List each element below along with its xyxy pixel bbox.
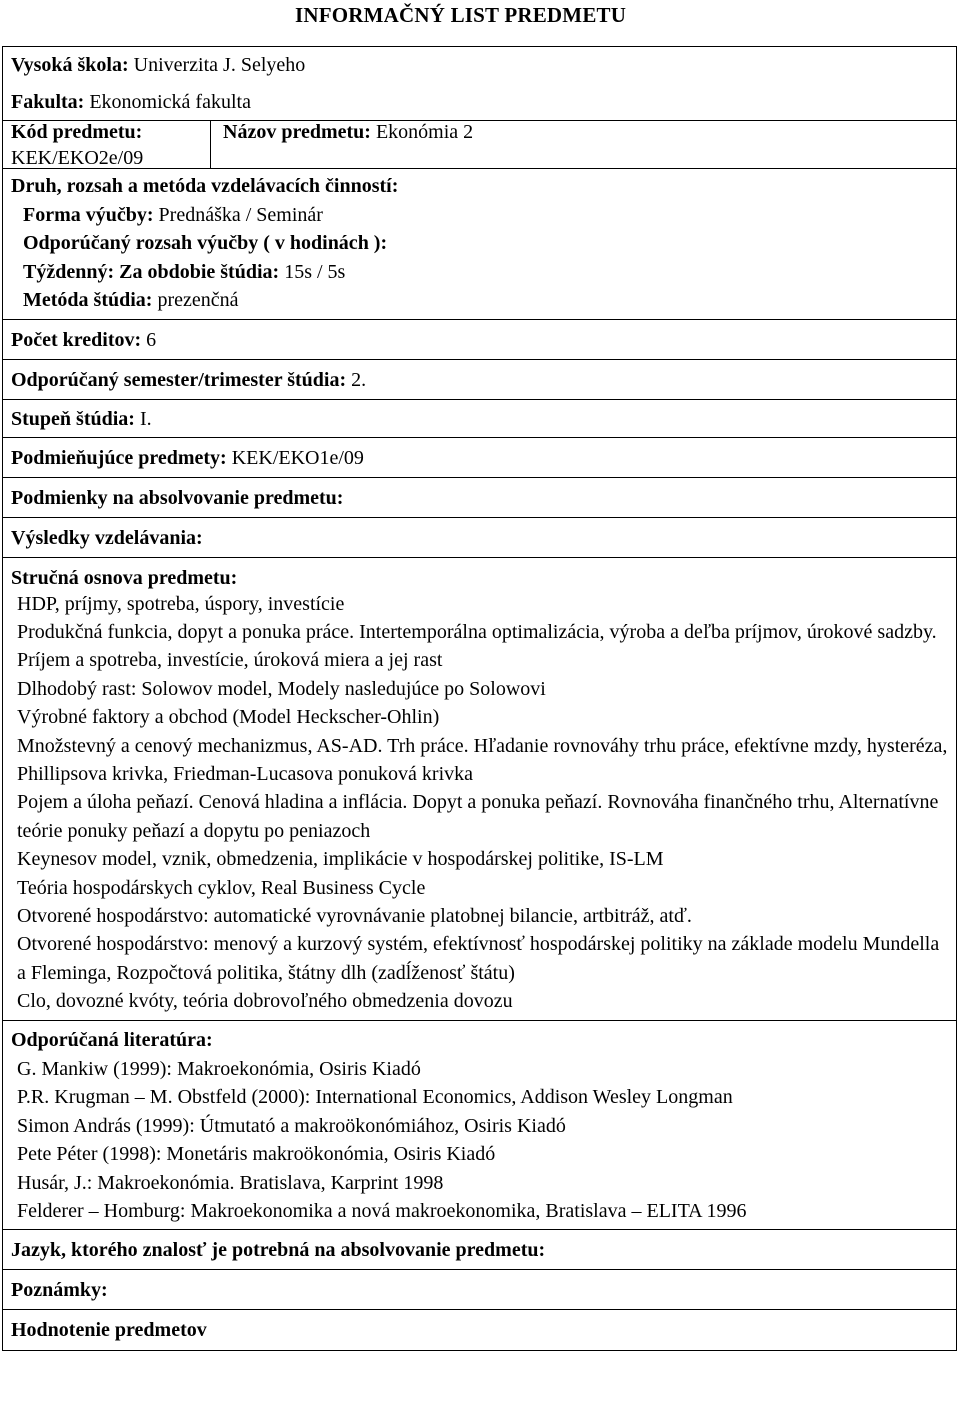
literature-item: Felderer – Homburg: Makroekonomika a nová makroekonomika, Bratislava – ELITA 1996 xyxy=(17,1200,747,1223)
faculty-label: Fakulta: xyxy=(11,91,85,113)
literature-section xyxy=(3,1021,956,1230)
school-section xyxy=(3,47,956,121)
syllabus-item: HDP, príjmy, spotreba, úspory, investície xyxy=(17,592,345,615)
method-label: Metóda štúdia: xyxy=(23,289,153,311)
course-name-value: Ekonómia 2 xyxy=(375,121,474,143)
school-label: Vysoká škola: xyxy=(11,54,129,76)
form-label: Forma výučby: xyxy=(23,203,154,226)
course-name-cell xyxy=(211,119,485,145)
credits-value: 6 xyxy=(146,328,157,351)
syllabus-section xyxy=(3,558,956,1021)
weekly-label: Týždenný: xyxy=(23,260,115,283)
syllabus-item: Dlhodobý rast: Solowov model, Modely nasledujúce po Solowovi xyxy=(17,677,546,700)
literature-item: Pete Péter (1998): Monetáris makroökonómia, Osiris Kiadó xyxy=(17,1143,496,1166)
semester-section xyxy=(3,360,956,400)
literature-item: G. Mankiw (1999): Makroekonómia, Osiris Kiadó xyxy=(17,1057,421,1080)
syllabus-item: Otvorené hospodárstvo: menový a kurzový systém, efektívnosť hospodárskej politiky na základe modelu Mundella a Fleminga, Rozpočtová politika, štátny dlh (zadĺženosť štátu) xyxy=(17,933,940,984)
course-code-cell xyxy=(3,121,211,168)
school-line xyxy=(11,51,948,80)
period-label: Za obdobie štúdia: xyxy=(119,260,280,283)
activities-heading: Druh, rozsah a metóda vzdelávacích činností: xyxy=(11,175,399,197)
semester-label: Odporúčaný semester/trimester štúdia: xyxy=(11,368,347,391)
outcomes-section xyxy=(3,518,956,558)
range-label: Odporúčaný rozsah výučby ( v hodinách ): xyxy=(23,232,388,254)
syllabus-item: Otvorené hospodárstvo: automatické vyrovnávanie platobnej bilancie, artbitráž, atď. xyxy=(17,904,692,927)
literature-item: Simon András (1999): Útmutató a makroökonómiához, Osiris Kiadó xyxy=(17,1114,566,1137)
course-code-value: KEK/EKO2e/09 xyxy=(11,147,144,169)
degree-value: I. xyxy=(139,407,152,430)
syllabus-item: Príjem a spotreba, investície, úroková miera a jej rast xyxy=(17,649,443,672)
literature-item: Husár, J.: Makroekonómia. Bratislava, Karprint 1998 xyxy=(17,1171,444,1194)
page-title: INFORMAČNÝ LIST PREDMETU xyxy=(295,3,627,27)
degree-section xyxy=(3,400,956,438)
prerequisites-section xyxy=(3,438,956,478)
prerequisites-label: Podmieňujúce predmety: xyxy=(11,446,227,469)
course-name-label: Názov predmetu: xyxy=(223,121,371,143)
language-label: Jazyk, ktorého znalosť je potrebná na absolvovanie predmetu: xyxy=(11,1238,546,1261)
language-section xyxy=(3,1230,956,1270)
method-value: prezenčná xyxy=(157,289,239,311)
prerequisites-value: KEK/EKO1e/09 xyxy=(231,446,364,469)
method-line xyxy=(11,286,948,315)
notes-label: Poznámky: xyxy=(11,1278,108,1301)
literature-item: P.R. Krugman – M. Obstfeld (2000): International Economics, Addison Wesley Longman xyxy=(17,1086,733,1109)
syllabus-item: Pojem a úloha peňazí. Cenová hladina a inflácia. Dopyt a ponuka peňazí. Rovnováha finančného trhu, Alternatívne teórie ponuky peňazí a dopytu po peniazoch xyxy=(17,791,939,842)
school-value: Univerzita J. Selyeho xyxy=(133,54,306,76)
course-info-sheet xyxy=(2,46,957,1351)
weekly-line xyxy=(11,258,948,287)
course-id-section xyxy=(3,121,956,169)
form-value: Prednáška / Seminár xyxy=(158,203,323,226)
degree-label: Stupeň štúdia: xyxy=(11,407,135,430)
syllabus-item: Clo, dovozné kvóty, teória dobrovoľného obmedzenia dovozu xyxy=(17,990,513,1013)
outcomes-label: Výsledky vzdelávania: xyxy=(11,526,203,549)
notes-section xyxy=(3,1270,956,1310)
faculty-value: Ekonomická fakulta xyxy=(89,91,251,113)
credits-section xyxy=(3,320,956,360)
conditions-label: Podmienky na absolvovanie predmetu: xyxy=(11,486,344,509)
form-line xyxy=(11,201,948,230)
syllabus-label: Stručná osnova predmetu: xyxy=(11,566,238,589)
syllabus-item: Teória hospodárskych cyklov, Real Business Cycle xyxy=(17,876,426,899)
literature-label: Odporúčaná literatúra: xyxy=(11,1028,213,1051)
evaluation-section xyxy=(3,1310,956,1350)
conditions-section xyxy=(3,478,956,518)
semester-value: 2. xyxy=(351,368,367,391)
course-code-label: Kód predmetu: xyxy=(11,121,143,143)
syllabus-item: Výrobné faktory a obchod (Model Heckscher-Ohlin) xyxy=(17,706,440,729)
faculty-line xyxy=(11,88,948,117)
activities-section xyxy=(3,169,956,320)
syllabus-item: Množstevný a cenový mechanizmus, AS-AD. Trh práce. Hľadanie rovnováhy trhu práce, efektívne mzdy, hysteréza, Phillipsova krivka, Friedman-Lucasova ponuková krivka xyxy=(17,734,948,785)
credits-label: Počet kreditov: xyxy=(11,328,142,351)
syllabus-item: Produkčná funkcia, dopyt a ponuka práce. Intertemporálna optimalizácia, výroba a deľba príjmov, úrokové sadzby. xyxy=(17,620,937,643)
evaluation-label: Hodnotenie predmetov xyxy=(11,1318,207,1341)
syllabus-item: Keynesov model, vznik, obmedzenia, implikácie v hospodárskej politike, IS-LM xyxy=(17,848,664,871)
period-value: 15s / 5s xyxy=(284,260,346,283)
